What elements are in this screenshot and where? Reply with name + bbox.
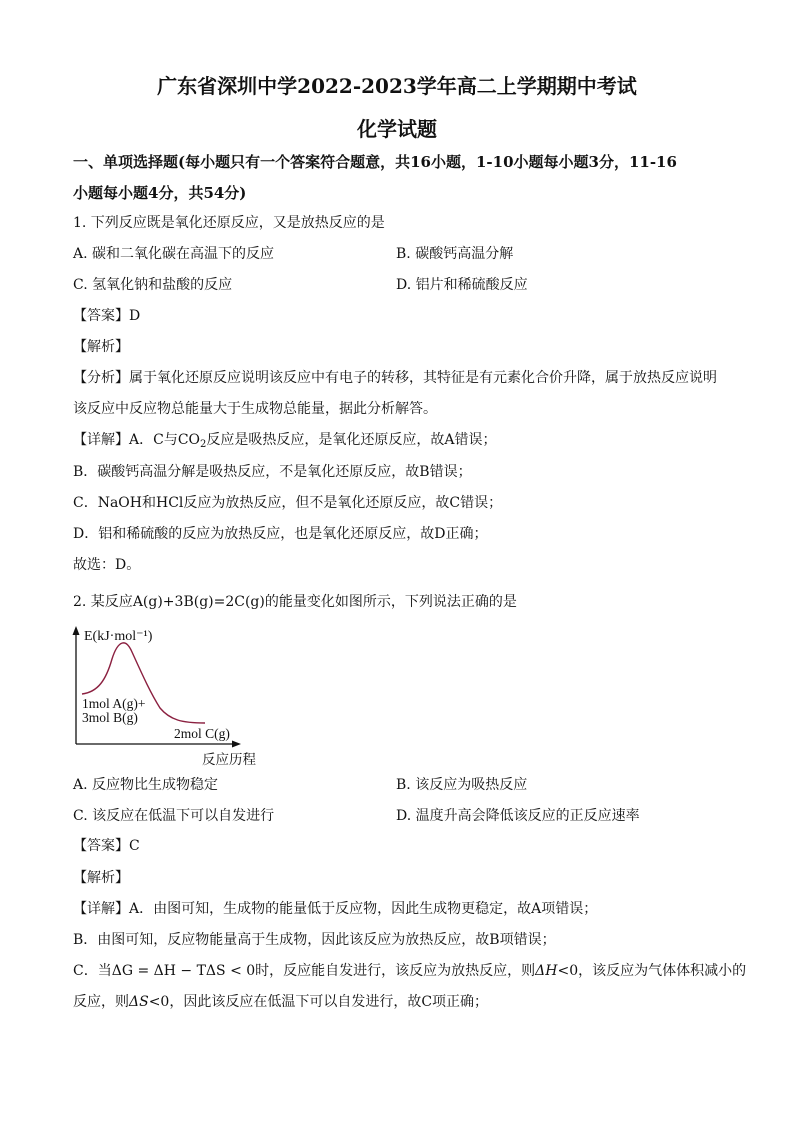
product-label: 2mol C(g) — [174, 726, 230, 741]
q1-detail-d: D．铝和稀硫酸的反应为放热反应，也是氧化还原反应，故D正确； — [73, 526, 488, 542]
q2-option-a: A. 反应物比生成物稳定 — [73, 777, 219, 793]
q2-detail-c-pre: C．当 — [73, 963, 112, 979]
q1-stem: 1. 下列反应既是氧化还原反应，又是放热反应的是 — [73, 215, 385, 231]
q1-detail-a-pre: 【详解】A．C与CO — [73, 432, 201, 448]
document-subtitle: 化学试题 — [357, 117, 437, 141]
q2-detail-c-tail: <0，该反应为气体体积减小的 — [557, 963, 747, 979]
q1-fenxi-2: 该反应中反应物总能量大于生成物总能量，据此分析解答。 — [73, 401, 437, 417]
q1-option-c: C. 氢氧化钠和盐酸的反应 — [73, 277, 233, 293]
y-axis-label: E(kJ·mol⁻¹) — [84, 629, 153, 644]
q2-detail-c-equation: ΔG = ΔH − TΔS < 0 — [111, 963, 256, 979]
q2-option-c: C. 该反应在低温下可以自发进行 — [73, 808, 275, 824]
q2-detail-a: 【详解】A．由图可知，生成物的能量低于反应物，因此生成物更稳定，故A项错误； — [73, 901, 598, 917]
q1-answer: 【答案】D — [73, 308, 141, 324]
q2-detail-c-dh: ΔH — [535, 963, 558, 979]
q1-detail-a-post: 反应是吸热反应，是氧化还原反应，故A错误； — [206, 432, 497, 448]
q2-detail-c — [73, 961, 747, 981]
q2-stem-pre: 2. 某反应 — [73, 594, 133, 610]
q1-detail-b: B．碳酸钙高温分解是吸热反应，不是氧化还原反应，故B错误； — [73, 464, 472, 480]
q2-detail-c2-pre: 反应，则 — [73, 994, 129, 1010]
q1-conclusion: 故选：D。 — [73, 557, 141, 573]
q2-detail-c-mid: 时，反应能自发进行，该反应为放热反应，则 — [255, 963, 536, 979]
q2-stem-post: 的能量变化如图所示，下列说法正确的是 — [264, 594, 517, 610]
q2-detail-c-cont — [73, 992, 733, 1012]
q1-fenxi-1: 【分析】属于氧化还原反应说明该反应中有电子的转移，其特征是有元素化合价升降，属于放热反应说明 — [73, 370, 717, 386]
y-axis-arrow — [73, 626, 80, 635]
q1-detail-a-sub: 2 — [200, 439, 207, 450]
section-heading: 一、单项选择题(每小题只有一个答案符合题意，共16小题，1-10小题每小题3分，11-16 — [73, 153, 677, 171]
q1-option-b: B. 碳酸钙高温分解 — [396, 246, 514, 262]
q2-stem-equation: A(g)+3B(g)=2C(g) — [132, 594, 265, 610]
q2-option-d: D. 温度升高会降低该反应的正反应速率 — [396, 808, 640, 824]
energy-diagram — [70, 624, 256, 772]
q2-stem — [73, 592, 733, 612]
q2-detail-c2-ds: ΔS — [129, 994, 149, 1010]
q2-option-b: B. 该反应为吸热反应 — [396, 777, 528, 793]
section-heading-cont: 小题每小题4分，共54分) — [73, 184, 247, 202]
q2-detail-b: B．由图可知，反应物能量高于生成物，因此该反应为放热反应，故B项错误； — [73, 932, 556, 948]
q2-detail-c2-post: <0，因此该反应在低温下可以自发进行，故C项正确； — [148, 994, 489, 1010]
reactant-label-2: 3mol B(g) — [82, 710, 138, 725]
q1-detail-a — [73, 430, 733, 455]
q2-analysis-label: 【解析】 — [73, 870, 129, 886]
q1-option-a: A. 碳和二氧化碳在高温下的反应 — [73, 246, 275, 262]
q1-detail-c: C．NaOH和HCl反应为放热反应，但不是氧化还原反应，故C错误； — [73, 495, 503, 511]
q1-analysis-label: 【解析】 — [73, 339, 129, 355]
q1-option-d: D. 铝片和稀硫酸反应 — [396, 277, 528, 293]
q2-answer: 【答案】C — [73, 838, 140, 854]
x-axis-arrow — [232, 741, 241, 748]
x-axis-label: 反应历程 — [202, 752, 256, 767]
reactant-label-1: 1mol A(g)+ — [82, 696, 146, 711]
document-title: 广东省深圳中学2022-2023学年高二上学期期中考试 — [157, 74, 637, 98]
